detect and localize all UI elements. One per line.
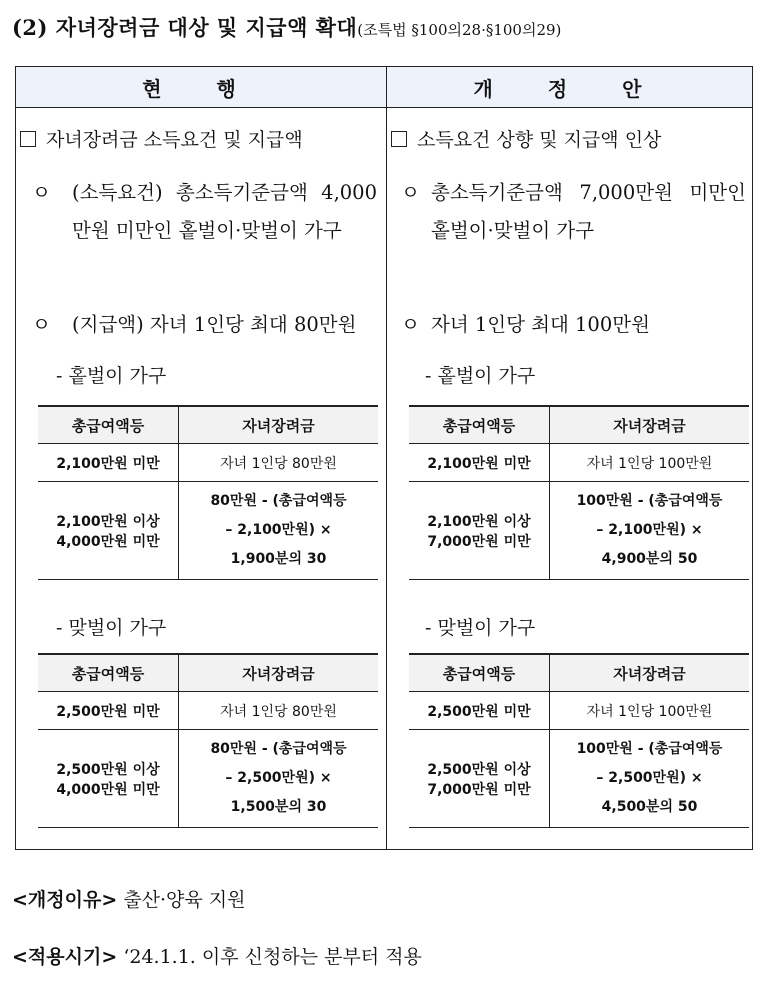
- formula-line: 100만원 - (총급여액등: [576, 493, 723, 509]
- current-bullet-amount: [32, 306, 377, 344]
- section-title-main: (2) 자녀장려금 대상 및 지급액 확대: [12, 15, 358, 40]
- revised-single-table: [409, 405, 749, 580]
- col-header: 총급여액등: [409, 406, 550, 444]
- income-cell: 2,500만원 미만: [38, 692, 179, 730]
- formula-line: – 2,100만원) ×: [225, 522, 332, 538]
- revised-dual-label: - 맞벌이 가구: [425, 617, 536, 639]
- revised-single-label: - 홑벌이 가구: [425, 365, 536, 387]
- revision-reason-value: 출산·양육 지원: [123, 889, 246, 911]
- formula-line: – 2,500만원) ×: [225, 770, 332, 786]
- application-date-key: <적용시기>: [12, 946, 118, 968]
- section-title: [12, 12, 561, 42]
- formula-line: – 2,100만원) ×: [596, 522, 703, 538]
- circle-bullet-icon: ㅇ: [401, 313, 420, 336]
- table-row: [409, 730, 749, 828]
- col-header: 자녀장려금: [550, 654, 750, 692]
- amount-cell: [179, 482, 379, 580]
- revised-bullet-income: [401, 174, 746, 250]
- table-row: [409, 692, 749, 730]
- formula-line: 80만원 - (총급여액등: [210, 741, 347, 757]
- current-header: 현 행: [16, 67, 386, 108]
- circle-bullet-icon: ㅇ: [32, 181, 51, 204]
- formula-line: 1,500분의 30: [230, 799, 327, 815]
- col-header: 총급여액등: [409, 654, 550, 692]
- table-row: [38, 730, 378, 828]
- income-cell: 2,500만원 미만: [409, 692, 550, 730]
- circle-bullet-icon: ㅇ: [401, 181, 420, 204]
- revised-bullet-amount: [401, 306, 746, 344]
- table-row: [38, 692, 378, 730]
- revision-reason: [12, 885, 246, 912]
- revised-dual-table: [409, 653, 749, 828]
- revision-reason-key: <개정이유>: [12, 889, 118, 911]
- current-dual-table: [38, 653, 378, 828]
- amount-cell: 자녀 1인당 80만원: [179, 692, 379, 730]
- current-bullet-income-text: (소득요건) 총소득기준금액 4,000만원 미만인 홑벌이·맞벌이 가구: [72, 181, 377, 242]
- income-cell: 2,100만원 미만: [38, 444, 179, 482]
- col-header: 총급여액등: [38, 406, 179, 444]
- table-row: [409, 444, 749, 482]
- income-cell: 2,100만원 미만: [409, 444, 550, 482]
- checkbox-square-icon: [391, 131, 407, 147]
- current-bullet-income: [32, 174, 377, 250]
- current-single-table: [38, 405, 378, 580]
- income-line: 2,500만원 이상: [56, 761, 160, 778]
- col-header: 자녀장려금: [550, 406, 750, 444]
- law-reference: (조특법 §100의28·§100의29): [357, 21, 562, 39]
- income-cell: [409, 730, 550, 828]
- application-date: [12, 942, 422, 969]
- table-row: [38, 444, 378, 482]
- income-cell: [38, 482, 179, 580]
- table-row: [38, 482, 378, 580]
- current-bullet-amount-text: (지급액) 자녀 1인당 최대 80만원: [72, 313, 357, 336]
- revised-header: 개 정 안: [387, 67, 752, 108]
- income-cell: [38, 730, 179, 828]
- income-line: 4,000만원 미만: [56, 781, 160, 798]
- current-single-label: - 홑벌이 가구: [56, 365, 167, 387]
- revised-box-text: 소득요건 상향 및 지급액 인상: [417, 129, 662, 151]
- revised-bullet-income-text: 총소득기준금액 7,000만원 미만인 홑벌이·맞벌이 가구: [431, 181, 746, 242]
- current-dual-label: - 맞벌이 가구: [56, 617, 167, 639]
- income-line: 2,100만원 이상: [56, 513, 160, 530]
- income-cell: [409, 482, 550, 580]
- revised-box-heading: [391, 125, 661, 152]
- income-line: 4,000만원 미만: [56, 533, 160, 550]
- application-date-value: ‘24.1.1. 이후 신청하는 분부터 적용: [123, 946, 422, 968]
- column-divider: [386, 67, 387, 849]
- col-header: 총급여액등: [38, 654, 179, 692]
- revised-bullet-amount-text: 자녀 1인당 최대 100만원: [431, 313, 650, 336]
- income-line: 7,000만원 미만: [427, 533, 531, 550]
- comparison-table: [15, 66, 753, 850]
- col-header: 자녀장려금: [179, 406, 379, 444]
- amount-cell: 자녀 1인당 100만원: [550, 692, 750, 730]
- checkbox-square-icon: [20, 131, 36, 147]
- income-line: 2,500만원 이상: [427, 761, 531, 778]
- formula-line: 1,900분의 30: [230, 551, 327, 567]
- income-line: 2,100만원 이상: [427, 513, 531, 530]
- table-row: [409, 482, 749, 580]
- income-line: 7,000만원 미만: [427, 781, 531, 798]
- current-box-heading: [20, 125, 303, 152]
- amount-cell: 자녀 1인당 80만원: [179, 444, 379, 482]
- formula-line: – 2,500만원) ×: [596, 770, 703, 786]
- amount-cell: [179, 730, 379, 828]
- formula-line: 4,500분의 50: [601, 799, 698, 815]
- formula-line: 4,900분의 50: [601, 551, 698, 567]
- amount-cell: [550, 482, 750, 580]
- amount-cell: 자녀 1인당 100만원: [550, 444, 750, 482]
- formula-line: 100만원 - (총급여액등: [576, 741, 723, 757]
- col-header: 자녀장려금: [179, 654, 379, 692]
- circle-bullet-icon: ㅇ: [32, 313, 51, 336]
- amount-cell: [550, 730, 750, 828]
- current-box-text: 자녀장려금 소득요건 및 지급액: [46, 129, 303, 151]
- formula-line: 80만원 - (총급여액등: [210, 493, 347, 509]
